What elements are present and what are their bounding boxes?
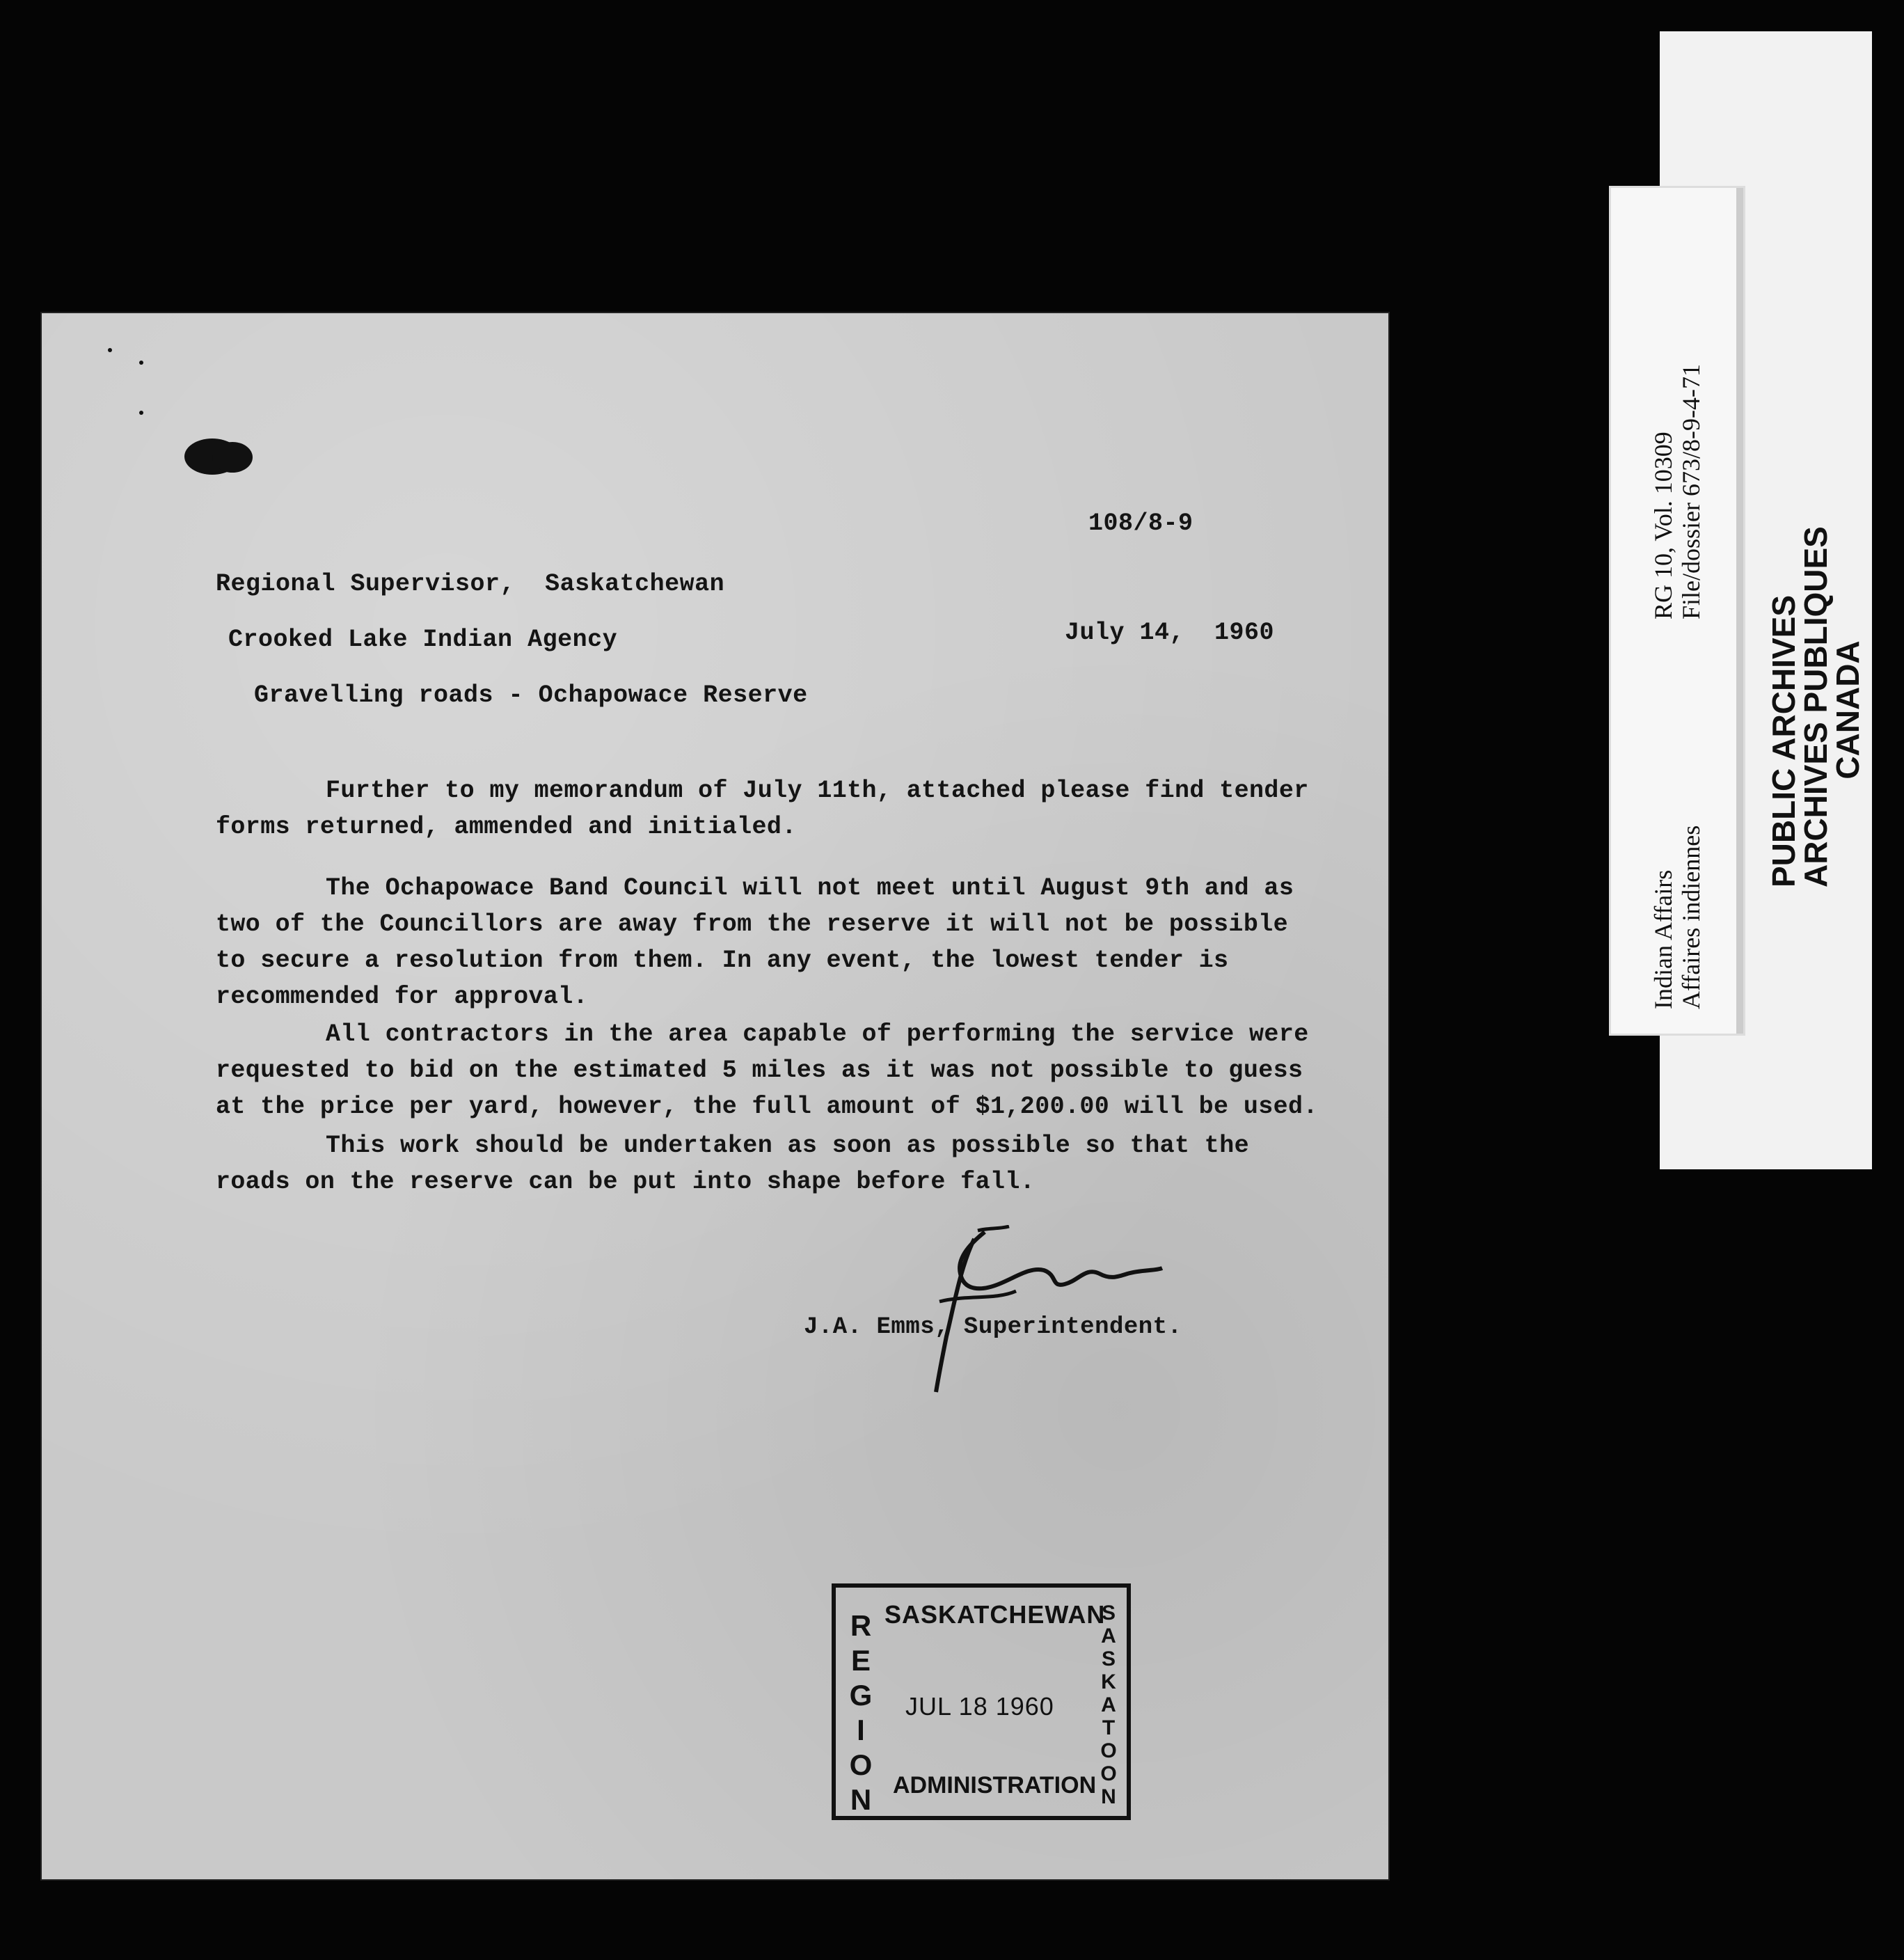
sender-agency: Crooked Lake Indian Agency	[228, 626, 618, 654]
body-paragraph: All contractors in the area capable of performing the service were requested to bid on the estimated 5 miles as it was not possible to guess at the price per yard, however, the full amount of $1,200.00 will be used.	[216, 1020, 1318, 1121]
stamp-department: ADMINISTRATION	[893, 1772, 1097, 1799]
handwritten-signature	[877, 1225, 1169, 1399]
reference-numbers	[1649, 364, 1705, 619]
recipient: Regional Supervisor, Saskatchewan	[216, 570, 725, 598]
letter-date: July 14, 1960	[1065, 619, 1275, 647]
archive-line-3: CANADA	[1830, 640, 1866, 780]
stamp-region-text: REGION	[849, 1609, 873, 1816]
ink-speck	[139, 361, 143, 365]
stamp-date: JUL 18 1960	[905, 1692, 1054, 1721]
body-paragraph: This work should be undertaken as soon as possible so that the roads on the reserve can be put into shape before fall.	[216, 1132, 1250, 1196]
archive-label-card: PUBLIC ARCHIVES ARCHIVES PUBLIQUES CANADA	[1660, 31, 1872, 1169]
letter-page	[42, 313, 1388, 1879]
stamp-province: SASKATCHEWAN	[884, 1600, 1106, 1629]
reference-file: File/dossier 673/8-9-4-71	[1677, 364, 1705, 619]
subject-line: Gravelling roads - Ochapowace Reserve	[254, 681, 808, 709]
reference-volume: RG 10, Vol. 10309	[1649, 432, 1677, 619]
department-french: Affaires indiennes	[1677, 825, 1705, 1009]
ink-speck	[108, 348, 112, 352]
file-reference: 108/8-9	[1088, 509, 1193, 537]
received-stamp	[832, 1583, 1131, 1820]
reference-label-card	[1611, 188, 1743, 1034]
stamp-city-text: SASKATOON	[1100, 1602, 1117, 1808]
ink-blot	[212, 442, 253, 473]
department-english: Indian Affairs	[1649, 869, 1677, 1009]
body-paragraph: Further to my memorandum of July 11th, attached please find tender forms returned, ammended and initialed.	[216, 777, 1309, 841]
ink-speck	[139, 411, 143, 415]
department-label	[1649, 825, 1705, 1009]
signature-block: J.A. Emms, Superintendent.	[804, 1314, 1182, 1341]
body-paragraph: The Ochapowace Band Council will not meet until August 9th and as two of the Councillors are away from the reserve it will not be possible to secure a resolution from them. In any event, the lowest tender is recommended for approval.	[216, 874, 1294, 1011]
